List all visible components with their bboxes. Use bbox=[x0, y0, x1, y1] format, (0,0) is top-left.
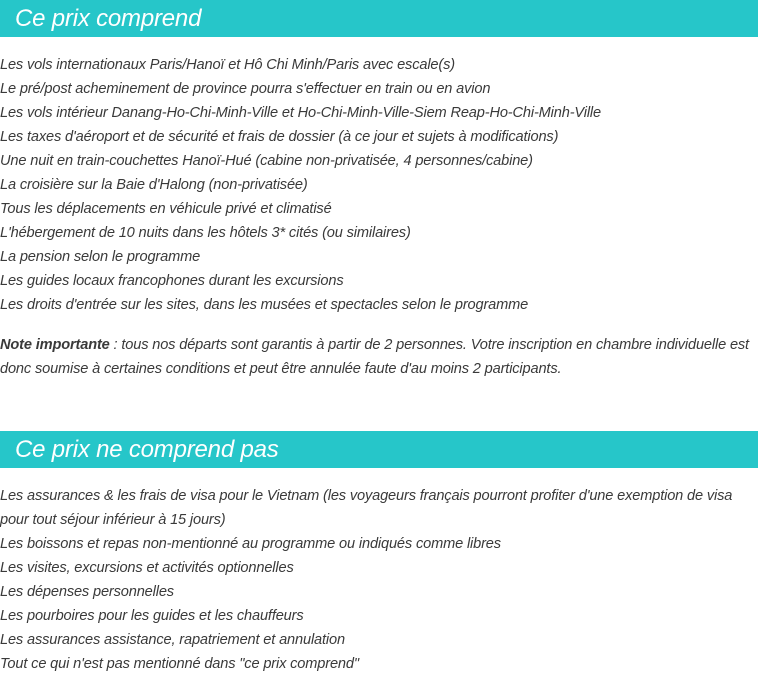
list-item: La pension selon le programme bbox=[0, 249, 201, 265]
list-item: L'hébergement de 10 nuits dans les hôtels 3* cités (ou similaires) bbox=[0, 225, 411, 241]
list-item: Tout ce qui n'est pas mentionné dans "ce prix comprend" bbox=[0, 656, 359, 672]
list-item: Les vols intérieur Danang-Ho-Chi-Minh-Ville et Ho-Chi-Minh-Ville-Siem Reap-Ho-Chi-Minh-Ville bbox=[0, 105, 601, 121]
excludes-list bbox=[0, 484, 758, 676]
list-item: Le pré/post acheminement de province pourra s'effectuer en train ou en avion bbox=[0, 81, 491, 97]
list-item: La croisière sur la Baie d'Halong (non-privatisée) bbox=[0, 177, 308, 193]
note-label: Note importante bbox=[0, 337, 110, 353]
list-item: Une nuit en train-couchettes Hanoï-Hué (cabine non-privatisée, 4 personnes/cabine) bbox=[0, 153, 533, 169]
list-item: Les dépenses personnelles bbox=[0, 584, 174, 600]
list-item: Les boissons et repas non-mentionné au programme ou indiqués comme libres bbox=[0, 536, 501, 552]
list-item: Les assurances assistance, rapatriement et annulation bbox=[0, 632, 345, 648]
important-note bbox=[0, 333, 758, 381]
includes-list bbox=[0, 53, 758, 317]
list-item: Les vols internationaux Paris/Hanoï et Hô Chi Minh/Paris avec escale(s) bbox=[0, 57, 455, 73]
list-item: Les guides locaux francophones durant les excursions bbox=[0, 273, 344, 289]
list-item: Tous les déplacements en véhicule privé et climatisé bbox=[0, 201, 332, 217]
note-text: : tous nos départs sont garantis à partir de 2 personnes. Votre inscription en chambre individuelle est donc soumise à certaines conditions et peut être annulée faute d'au moins 2 participants. bbox=[0, 337, 749, 377]
section-title-excludes: Ce prix ne comprend pas bbox=[0, 431, 758, 468]
list-item: Les pourboires pour les guides et les chauffeurs bbox=[0, 608, 304, 624]
list-item: Les visites, excursions et activités optionnelles bbox=[0, 560, 294, 576]
list-item: Les droits d'entrée sur les sites, dans les musées et spectacles selon le programme bbox=[0, 297, 529, 313]
list-item: Les taxes d'aéroport et de sécurité et frais de dossier (à ce jour et sujets à modifications) bbox=[0, 129, 559, 145]
section-title-includes: Ce prix comprend bbox=[0, 0, 758, 37]
list-item: Les assurances & les frais de visa pour le Vietnam (les voyageurs français pourront profiter d'une exemption de visa pour tout séjour inférieur à 15 jours) bbox=[0, 488, 733, 528]
